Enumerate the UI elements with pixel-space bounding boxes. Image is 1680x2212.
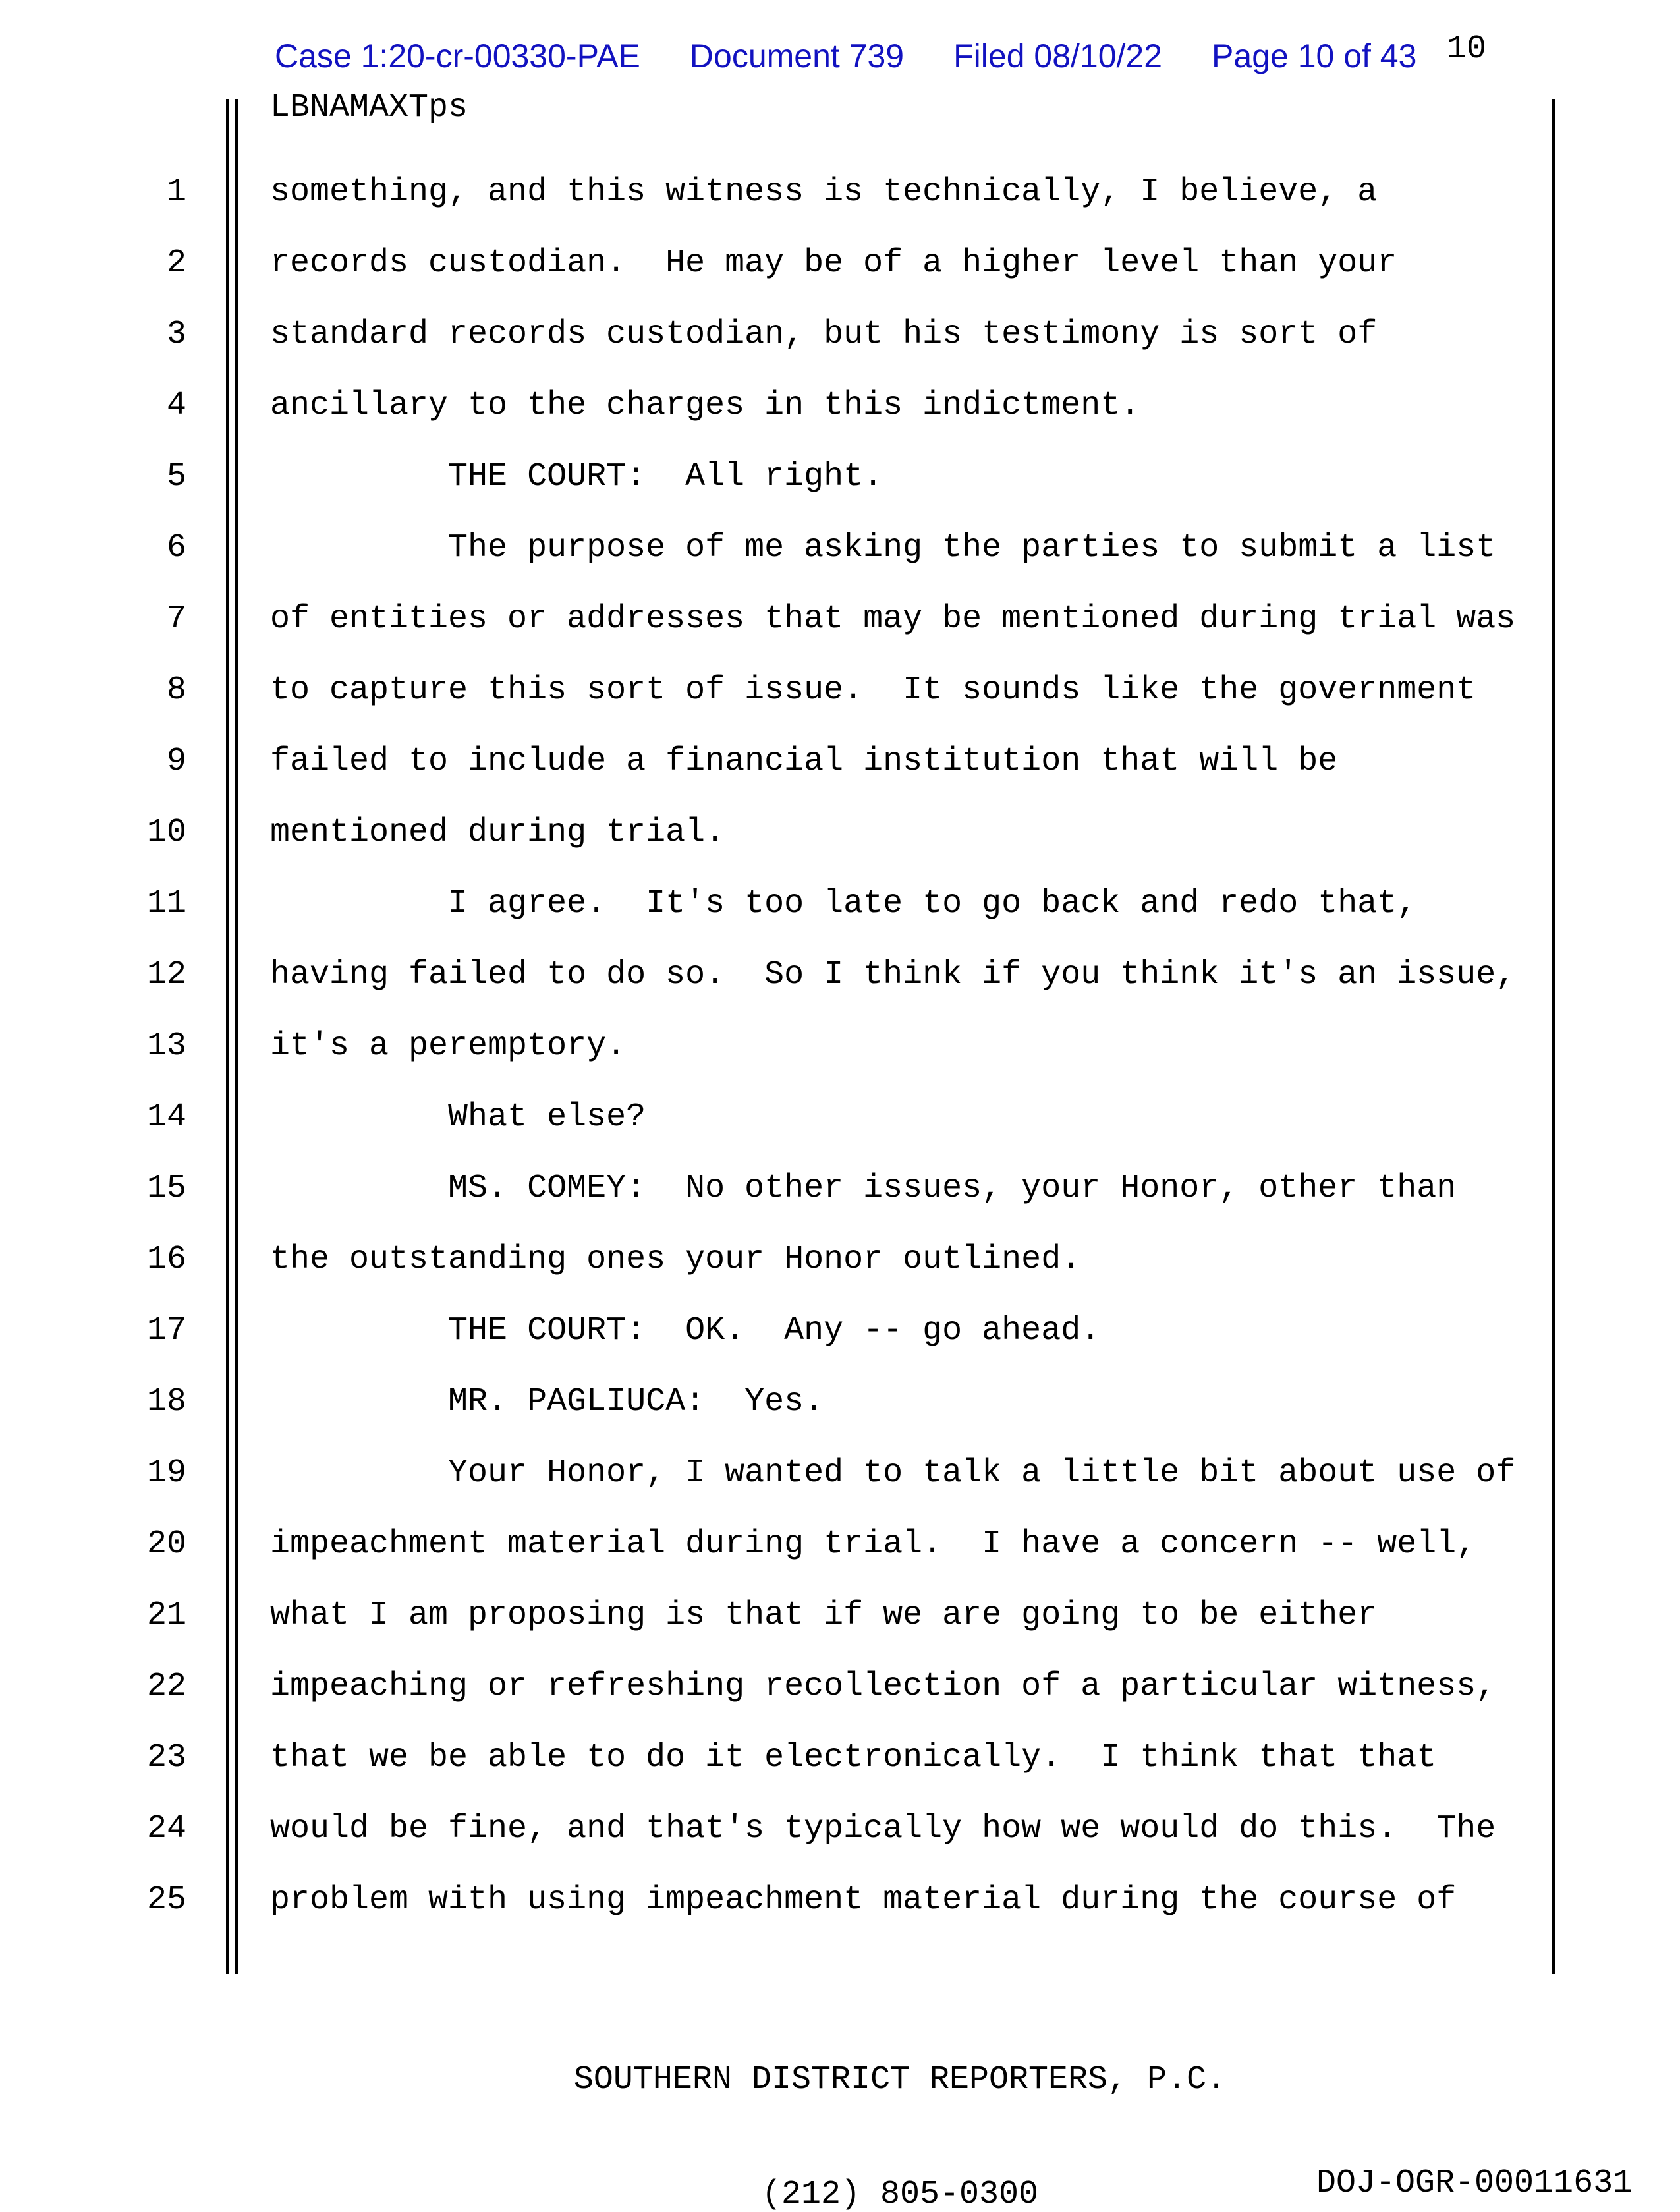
- footer-reporter-name: SOUTHERN DISTRICT REPORTERS, P.C.: [573, 2061, 1227, 2099]
- line-text: THE COURT: All right.: [270, 458, 883, 496]
- line-text: impeachment material during trial. I have a concern -- well,: [270, 1525, 1476, 1563]
- line-text: problem with using impeachment material during the course of: [270, 1881, 1457, 1919]
- line-text: ancillary to the charges in this indictment.: [270, 387, 1140, 424]
- transcript-line: [0, 228, 1680, 299]
- line-number: 25: [146, 1881, 186, 1919]
- transcript-line: [0, 940, 1680, 1011]
- transcript-line: [0, 726, 1680, 797]
- line-number: 6: [166, 529, 186, 567]
- line-text: The purpose of me asking the parties to submit a list: [270, 529, 1496, 567]
- line-number: 17: [146, 1312, 186, 1349]
- line-number: 7: [166, 600, 186, 638]
- transcript-line: [0, 1367, 1680, 1438]
- transcript-line: [0, 1580, 1680, 1651]
- transcript-line: [0, 1865, 1680, 1936]
- line-text: mentioned during trial.: [270, 814, 725, 851]
- line-number: 13: [146, 1027, 186, 1065]
- transcript-line: [0, 1509, 1680, 1580]
- transcript-line: [0, 1011, 1680, 1082]
- line-number: 22: [146, 1668, 186, 1705]
- transcript-id: LBNAMAXTps: [270, 89, 468, 127]
- document-number: Document 739: [689, 38, 905, 74]
- line-number: 3: [166, 316, 186, 353]
- line-text: THE COURT: OK. Any -- go ahead.: [270, 1312, 1101, 1349]
- line-text: impeaching or refreshing recollection of a particular witness,: [270, 1668, 1496, 1705]
- line-text: failed to include a financial institution that will be: [270, 743, 1338, 780]
- line-text: that we be able to do it electronically. I think that that: [270, 1739, 1437, 1776]
- line-number: 9: [166, 743, 186, 780]
- line-text: of entities or addresses that may be mentioned during trial was: [270, 600, 1516, 638]
- line-text: I agree. It's too late to go back and redo that,: [270, 885, 1417, 922]
- filed-date: Filed 08/10/22: [953, 38, 1163, 74]
- transcript-line: [0, 157, 1680, 228]
- line-number: 4: [166, 387, 186, 424]
- transcript-line: [0, 1438, 1680, 1509]
- transcript-line: [0, 1794, 1680, 1865]
- transcript-line: [0, 584, 1680, 655]
- line-number: 18: [146, 1383, 186, 1421]
- line-text: what I am proposing is that if we are going to be either: [270, 1597, 1378, 1634]
- line-number: 24: [146, 1810, 186, 1848]
- transcript-line: [0, 655, 1680, 726]
- transcript-line: [0, 1082, 1680, 1153]
- line-text: standard records custodian, but his testimony is sort of: [270, 316, 1378, 353]
- line-text: would be fine, and that's typically how we would do this. The: [270, 1810, 1496, 1848]
- case-number: Case 1:20-cr-00330-PAE: [275, 38, 640, 74]
- line-text: the outstanding ones your Honor outlined.: [270, 1241, 1081, 1278]
- line-text: to capture this sort of issue. It sounds like the government: [270, 671, 1476, 709]
- line-text: Your Honor, I wanted to talk a little bit about use of: [270, 1454, 1516, 1492]
- line-text: something, and this witness is technically, I believe, a: [270, 173, 1378, 211]
- transcript-line: [0, 513, 1680, 584]
- line-number: 23: [146, 1739, 186, 1776]
- line-text: having failed to do so. So I think if you think it's an issue,: [270, 956, 1516, 994]
- transcript-line: [0, 1295, 1680, 1367]
- line-number: 20: [146, 1525, 186, 1563]
- transcript-line: [0, 299, 1680, 370]
- line-number: 21: [146, 1597, 186, 1634]
- line-number: 15: [146, 1170, 186, 1207]
- transcript-line: [0, 1651, 1680, 1722]
- line-text: records custodian. He may be of a higher level than your: [270, 244, 1397, 282]
- transcript-line: [0, 370, 1680, 441]
- court-filing-stamp: [275, 40, 1416, 72]
- transcript-lines: [0, 157, 1680, 1936]
- transcript-line: [0, 797, 1680, 868]
- line-text: MR. PAGLIUCA: Yes.: [270, 1383, 824, 1421]
- line-text: What else?: [270, 1098, 646, 1136]
- bates-number: DOJ-OGR-00011631: [1316, 2165, 1633, 2202]
- page-number: 10: [1447, 30, 1487, 68]
- transcript-line: [0, 441, 1680, 513]
- line-number: 19: [146, 1454, 186, 1492]
- transcript-line: [0, 1153, 1680, 1224]
- line-number: 10: [146, 814, 186, 851]
- transcript-line: [0, 868, 1680, 940]
- line-number: 16: [146, 1241, 186, 1278]
- line-number: 11: [146, 885, 186, 922]
- line-number: 2: [166, 244, 186, 282]
- line-text: it's a peremptory.: [270, 1027, 627, 1065]
- line-number: 14: [146, 1098, 186, 1136]
- page-indicator: Page 10 of 43: [1212, 38, 1417, 74]
- line-number: 12: [146, 956, 186, 994]
- line-number: 8: [166, 671, 186, 709]
- line-text: MS. COMEY: No other issues, your Honor, other than: [270, 1170, 1457, 1207]
- line-number: 1: [166, 173, 186, 211]
- line-number: 5: [166, 458, 186, 496]
- footer-phone: (212) 805-0300: [761, 2176, 1039, 2212]
- transcript-line: [0, 1722, 1680, 1794]
- transcript-line: [0, 1224, 1680, 1295]
